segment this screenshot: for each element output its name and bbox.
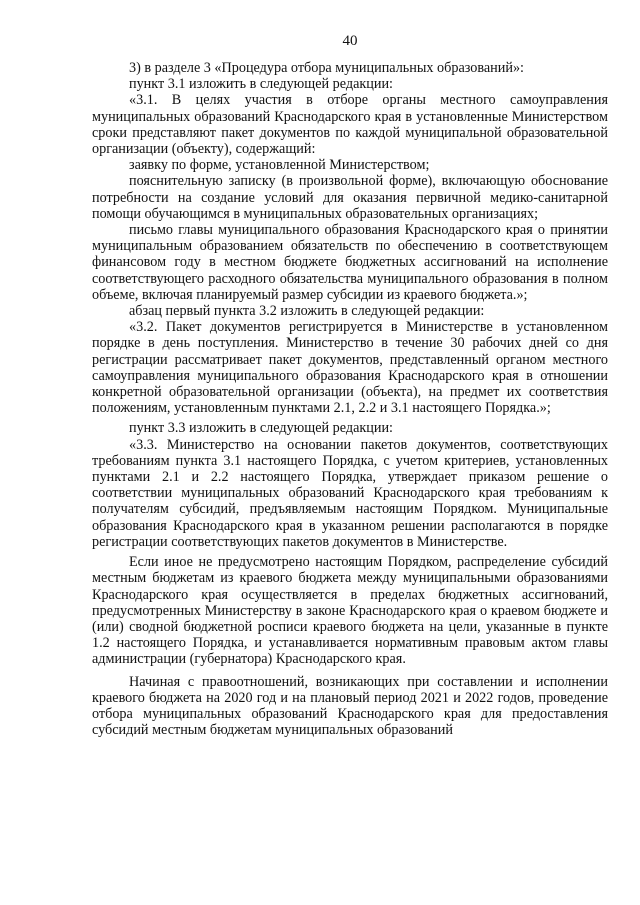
paragraph-item-3-2-intro: абзац первый пункта 3.2 изложить в следующей редакции: — [129, 303, 485, 320]
document-page — [92, 0, 608, 905]
paragraph-item-3-1-text: «3.1. В целях участия в отборе органы местного самоуправления муниципальных образований Краснодарского края в установленные Министерством сроки представляют пакет документов по каждой муниципальной образовательной организации (объекту), содержащий: — [92, 92, 608, 158]
paragraph-explanatory-note: пояснительную записку (в произвольной форме), включающую обоснование потребности на создание условий для оказания первичной медико-санитарной помощи обучающимся в муниципальных образовательных организациях; — [92, 173, 608, 222]
paragraph-item-3-1-intro: пункт 3.1 изложить в следующей редакции: — [129, 76, 393, 93]
page-number: 40 — [342, 33, 358, 49]
paragraph-item-3-2-text: «3.2. Пакет документов регистрируется в Министерстве в установленном порядке в день поступления. Министерство в течение 30 рабочих дней со дня регистрации рассматривает пакет документов, представленный органом местного самоуправления муниципального образования Краснодарского края в отношении конкретной образовательной организации (объекта), на предмет их соответствия положениям, установленным пунктами 2.1, 2.2 и 3.1 настоящего Порядка.»; — [92, 319, 608, 417]
paragraph-application: заявку по форме, установленной Министерством; — [129, 157, 430, 174]
paragraph-item-3-3-text: «3.3. Министерство на основании пакетов документов, соответствующих требованиям пункта 3.1 настоящего Порядка, с учетом критериев, установленных пунктами 2.1 и 2.2 настоящего Порядка, утверждает приказом решение о соответствии муниципальных образований Краснодарского края требованиям к получателям субсидий, предъявляемым настоящим Порядком. Муниципальные образования Краснодарского края в указанном решении располагаются в порядке регистрации соответствующих пакетов документов в Министерстве. — [92, 436, 608, 550]
paragraph-item-3-3-intro: пункт 3.3 изложить в следующей редакции: — [129, 420, 393, 437]
paragraph-head-letter: письмо главы муниципального образования Краснодарского края о принятии муниципальным образованием обязательств по обеспечению в соответствующем финансовом году в местном бюджете бюджетных ассигнований на исполнение соответствующего расходного обязательства муниципального образования в полном объеме, включая планируемый размер субсидии из краевого бюджета.»; — [92, 222, 608, 303]
document-body — [92, 60, 608, 738]
paragraph-subsidy-distribution: Если иное не предусмотрено настоящим Порядком, распределение субсидий местным бюджетам из краевого бюджета между муниципальными образованиями Краснодарского края осуществляется в пределах бюджетных ассигнований, предусмотренных Министерству в законе Краснодарского края о краевом бюджете и (или) сводной бюджетной росписи краевого бюджета на цели, указанные в пункте 1.2 настоящего Порядка, и устанавливается нормативным правовым актом главы администрации (губернатора) Краснодарского края. — [92, 554, 608, 668]
paragraph-section-3-intro: 3) в разделе 3 «Процедура отбора муниципальных образований»: — [129, 60, 524, 76]
paragraph-legal-relations: Начиная с правоотношений, возникающих при составлении и исполнении краевого бюджета на 2020 год и на плановый период 2021 и 2022 годов, проведение отбора муниципальных образований Краснодарского края для предоставления субсидий местным бюджетам муниципальных образований — [92, 673, 608, 739]
